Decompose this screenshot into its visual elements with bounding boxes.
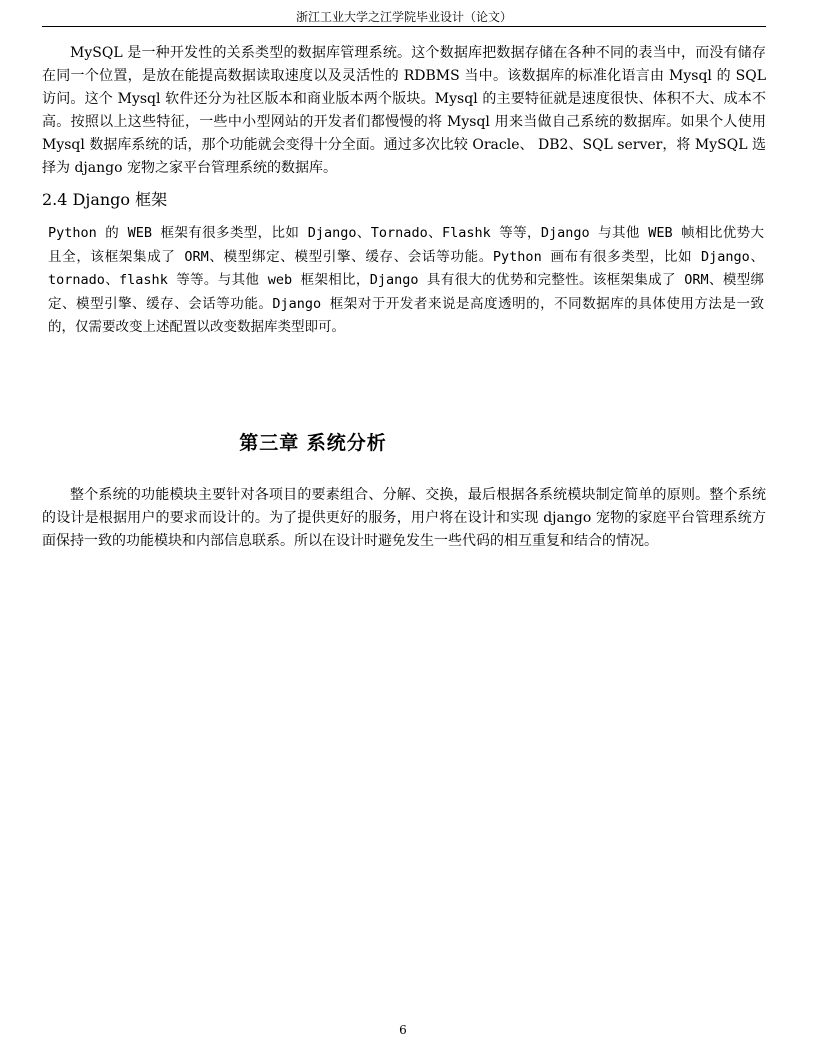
section-heading-django: 2.4 Django 框架 bbox=[42, 190, 168, 209]
header-title: 浙江工业大学之江学院毕业设计（论文） bbox=[295, 10, 512, 24]
django-paragraph: Python 的 WEB 框架有很多类型，比如 Django、Tornado、Flashk 等等，Django 与其他 WEB 帧相比优势大且全，该框架集成了 ORM、模型绑定、模型引擎、缓存、会话等功能。Python 画布有很多类型，比如 Django、tornado、flashk 等等。与其他 web 框架相比，Django 具有很大的优势和完整性。该框架集成了 ORM、模型绑定、模型引擎、缓存、会话等功能。Django 框架对于开发者来说是高度透明的，不同数据库的具体使用方法是一致的，仅需要改变上述配置以改变数据库类型即可。 bbox=[48, 225, 764, 335]
chapter-title: 第三章 系统分析 bbox=[239, 432, 387, 454]
chapter-paragraph: 整个系统的功能模块主要针对各项目的要素组合、分解、交换，最后根据各系统模块制定简单的原则。整个系统的设计是根据用户的要求而设计的。为了提供更好的服务，用户将在设计和实现 django 宠物的家庭平台管理系统方面保持一致的功能模块和内部信息联系。所以在设计时避免发生一些代码的相互重复和结合的情况。 bbox=[42, 487, 766, 549]
mysql-paragraph: MySQL 是一种开发性的关系类型的数据库管理系统。这个数据库把数据存储在各种不同的表当中，而没有储存在同一个位置，是放在能提高数据读取速度以及灵活性的 RDBMS 当中。该数据库的标准化语言由 Mysql 的 SQL 访问。这个 Mysql 软件还分为社区版本和商业版本两个版块。Mysql 的主要特征就是速度很快、体积不大、成本不高。按照以上这些特征，一些中小型网站的开发者们都慢慢的将 Mysql 用来当做自己系统的数据库。如果个人使用 Mysql 数据库系统的话，那个功能就会变得十分全面。通过多次比较 Oracle、 DB2、SQL server，将 MySQL 选择为 django 宠物之家平台管理系统的数据库。 bbox=[42, 45, 766, 176]
page-number: 6 bbox=[399, 1023, 407, 1037]
page-header bbox=[42, 8, 766, 27]
